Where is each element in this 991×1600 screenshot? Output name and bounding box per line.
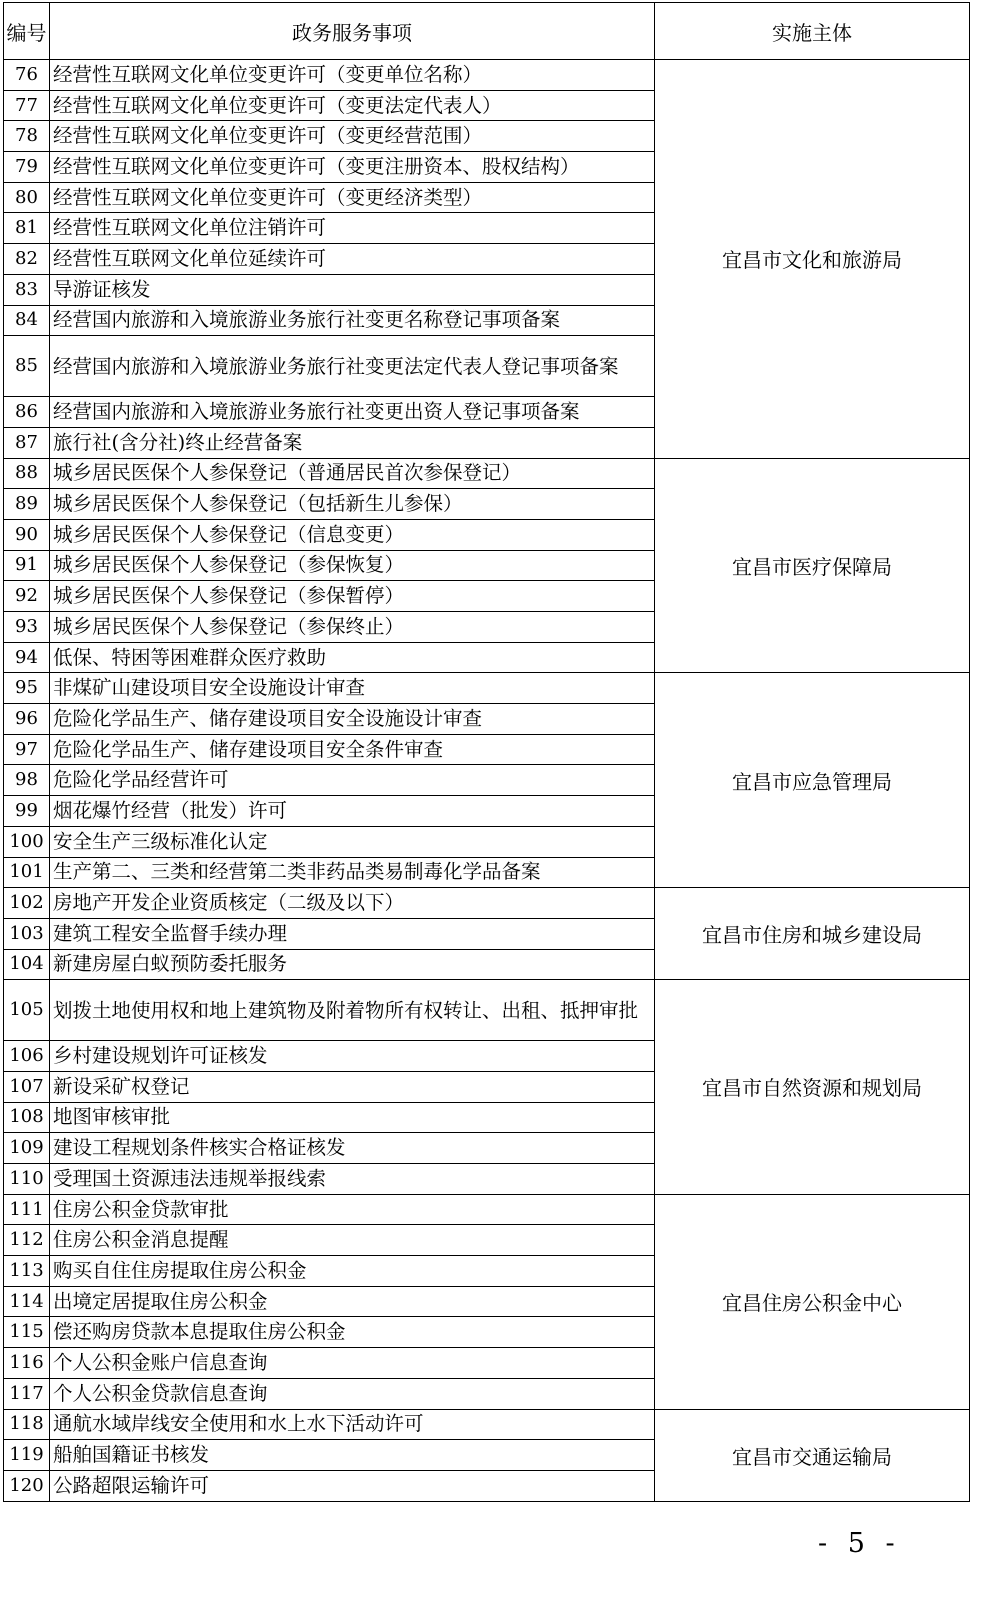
service-items-table [3, 2, 970, 1502]
row-number: 119 [4, 1440, 50, 1471]
service-item-name: 经营性互联网文化单位变更许可（变更单位名称） [50, 60, 655, 91]
row-number: 80 [4, 182, 50, 213]
row-number: 115 [4, 1317, 50, 1348]
table-row [4, 673, 970, 704]
service-item-name: 经营性互联网文化单位变更许可（变更经营范围） [50, 121, 655, 152]
service-item-name: 城乡居民医保个人参保登记（普通居民首次参保登记） [50, 458, 655, 489]
service-item-name: 城乡居民医保个人参保登记（参保暂停） [50, 581, 655, 612]
service-item-name: 烟花爆竹经营（批发）许可 [50, 796, 655, 827]
row-number: 93 [4, 612, 50, 643]
table-row [4, 888, 970, 919]
row-number: 118 [4, 1409, 50, 1440]
table-row [4, 60, 970, 91]
service-item-name: 经营性互联网文化单位注销许可 [50, 213, 655, 244]
row-number: 105 [4, 980, 50, 1041]
service-item-name: 非煤矿山建设项目安全设施设计审查 [50, 673, 655, 704]
row-number: 92 [4, 581, 50, 612]
implementing-body: 宜昌市自然资源和规划局 [655, 980, 970, 1194]
header-number: 编号 [4, 3, 50, 60]
row-number: 104 [4, 949, 50, 980]
implementing-body: 宜昌市应急管理局 [655, 673, 970, 888]
row-number: 108 [4, 1102, 50, 1133]
service-item-name: 城乡居民医保个人参保登记（信息变更） [50, 519, 655, 550]
row-number: 82 [4, 244, 50, 275]
row-number: 102 [4, 888, 50, 919]
service-item-name: 经营国内旅游和入境旅游业务旅行社变更法定代表人登记事项备案 [50, 336, 655, 397]
row-number: 112 [4, 1225, 50, 1256]
service-item-name: 乡村建设规划许可证核发 [50, 1041, 655, 1072]
row-number: 100 [4, 826, 50, 857]
service-item-name: 住房公积金贷款审批 [50, 1194, 655, 1225]
service-item-name: 危险化学品经营许可 [50, 765, 655, 796]
row-number: 96 [4, 704, 50, 735]
service-item-name: 公路超限运输许可 [50, 1470, 655, 1501]
row-number: 106 [4, 1041, 50, 1072]
service-item-name: 建筑工程安全监督手续办理 [50, 918, 655, 949]
service-item-name: 住房公积金消息提醒 [50, 1225, 655, 1256]
table-row [4, 458, 970, 489]
row-number: 116 [4, 1348, 50, 1379]
service-item-name: 新建房屋白蚁预防委托服务 [50, 949, 655, 980]
header-service-item: 政务服务事项 [50, 3, 655, 60]
implementing-body: 宜昌市医疗保障局 [655, 458, 970, 673]
service-item-name: 导游证核发 [50, 274, 655, 305]
page-number: - 5 - [818, 1528, 901, 1559]
row-number: 84 [4, 305, 50, 336]
service-item-name: 城乡居民医保个人参保登记（参保终止） [50, 612, 655, 643]
service-item-name: 出境定居提取住房公积金 [50, 1286, 655, 1317]
row-number: 117 [4, 1378, 50, 1409]
row-number: 94 [4, 642, 50, 673]
service-item-name: 低保、特困等困难群众医疗救助 [50, 642, 655, 673]
table-row [4, 1409, 970, 1440]
row-number: 77 [4, 90, 50, 121]
row-number: 81 [4, 213, 50, 244]
row-number: 97 [4, 734, 50, 765]
table-row [4, 980, 970, 1041]
row-number: 113 [4, 1256, 50, 1287]
row-number: 76 [4, 60, 50, 91]
service-item-name: 地图审核审批 [50, 1102, 655, 1133]
row-number: 99 [4, 796, 50, 827]
table-body [4, 60, 970, 1502]
row-number: 83 [4, 274, 50, 305]
service-item-name: 建设工程规划条件核实合格证核发 [50, 1133, 655, 1164]
row-number: 90 [4, 519, 50, 550]
row-number: 110 [4, 1164, 50, 1195]
row-number: 103 [4, 918, 50, 949]
service-item-name: 旅行社(含分社)终止经营备案 [50, 427, 655, 458]
service-item-name: 经营性互联网文化单位变更许可（变更经济类型） [50, 182, 655, 213]
row-number: 111 [4, 1194, 50, 1225]
row-number: 114 [4, 1286, 50, 1317]
implementing-body: 宜昌市文化和旅游局 [655, 60, 970, 459]
service-item-name: 经营性互联网文化单位变更许可（变更注册资本、股权结构） [50, 152, 655, 183]
implementing-body: 宜昌市住房和城乡建设局 [655, 888, 970, 980]
row-number: 91 [4, 550, 50, 581]
row-number: 107 [4, 1071, 50, 1102]
table-header-row [4, 3, 970, 60]
service-item-name: 生产第二、三类和经营第二类非药品类易制毒化学品备案 [50, 857, 655, 888]
row-number: 87 [4, 427, 50, 458]
row-number: 89 [4, 489, 50, 520]
table-header [4, 3, 970, 60]
service-item-name: 通航水域岸线安全使用和水上水下活动许可 [50, 1409, 655, 1440]
row-number: 95 [4, 673, 50, 704]
service-item-name: 购买自住住房提取住房公积金 [50, 1256, 655, 1287]
service-item-name: 危险化学品生产、储存建设项目安全条件审查 [50, 734, 655, 765]
service-item-name: 城乡居民医保个人参保登记（参保恢复） [50, 550, 655, 581]
service-item-name: 新设采矿权登记 [50, 1071, 655, 1102]
service-item-name: 个人公积金贷款信息查询 [50, 1378, 655, 1409]
service-item-name: 安全生产三级标准化认定 [50, 826, 655, 857]
service-item-name: 经营性互联网文化单位变更许可（变更法定代表人） [50, 90, 655, 121]
row-number: 120 [4, 1470, 50, 1501]
service-item-name: 经营国内旅游和入境旅游业务旅行社变更出资人登记事项备案 [50, 397, 655, 428]
row-number: 78 [4, 121, 50, 152]
service-item-name: 船舶国籍证书核发 [50, 1440, 655, 1471]
service-item-name: 受理国土资源违法违规举报线索 [50, 1164, 655, 1195]
service-item-name: 偿还购房贷款本息提取住房公积金 [50, 1317, 655, 1348]
header-implementing-body: 实施主体 [655, 3, 970, 60]
table-row [4, 1194, 970, 1225]
implementing-body: 宜昌住房公积金中心 [655, 1194, 970, 1409]
row-number: 109 [4, 1133, 50, 1164]
service-item-name: 个人公积金账户信息查询 [50, 1348, 655, 1379]
service-item-name: 危险化学品生产、储存建设项目安全设施设计审查 [50, 704, 655, 735]
row-number: 98 [4, 765, 50, 796]
row-number: 101 [4, 857, 50, 888]
implementing-body: 宜昌市交通运输局 [655, 1409, 970, 1501]
row-number: 79 [4, 152, 50, 183]
service-item-name: 经营国内旅游和入境旅游业务旅行社变更名称登记事项备案 [50, 305, 655, 336]
service-item-name: 城乡居民医保个人参保登记（包括新生儿参保） [50, 489, 655, 520]
row-number: 86 [4, 397, 50, 428]
service-item-name: 划拨土地使用权和地上建筑物及附着物所有权转让、出租、抵押审批 [50, 980, 655, 1041]
service-item-name: 房地产开发企业资质核定（二级及以下） [50, 888, 655, 919]
row-number: 85 [4, 336, 50, 397]
row-number: 88 [4, 458, 50, 489]
service-item-name: 经营性互联网文化单位延续许可 [50, 244, 655, 275]
